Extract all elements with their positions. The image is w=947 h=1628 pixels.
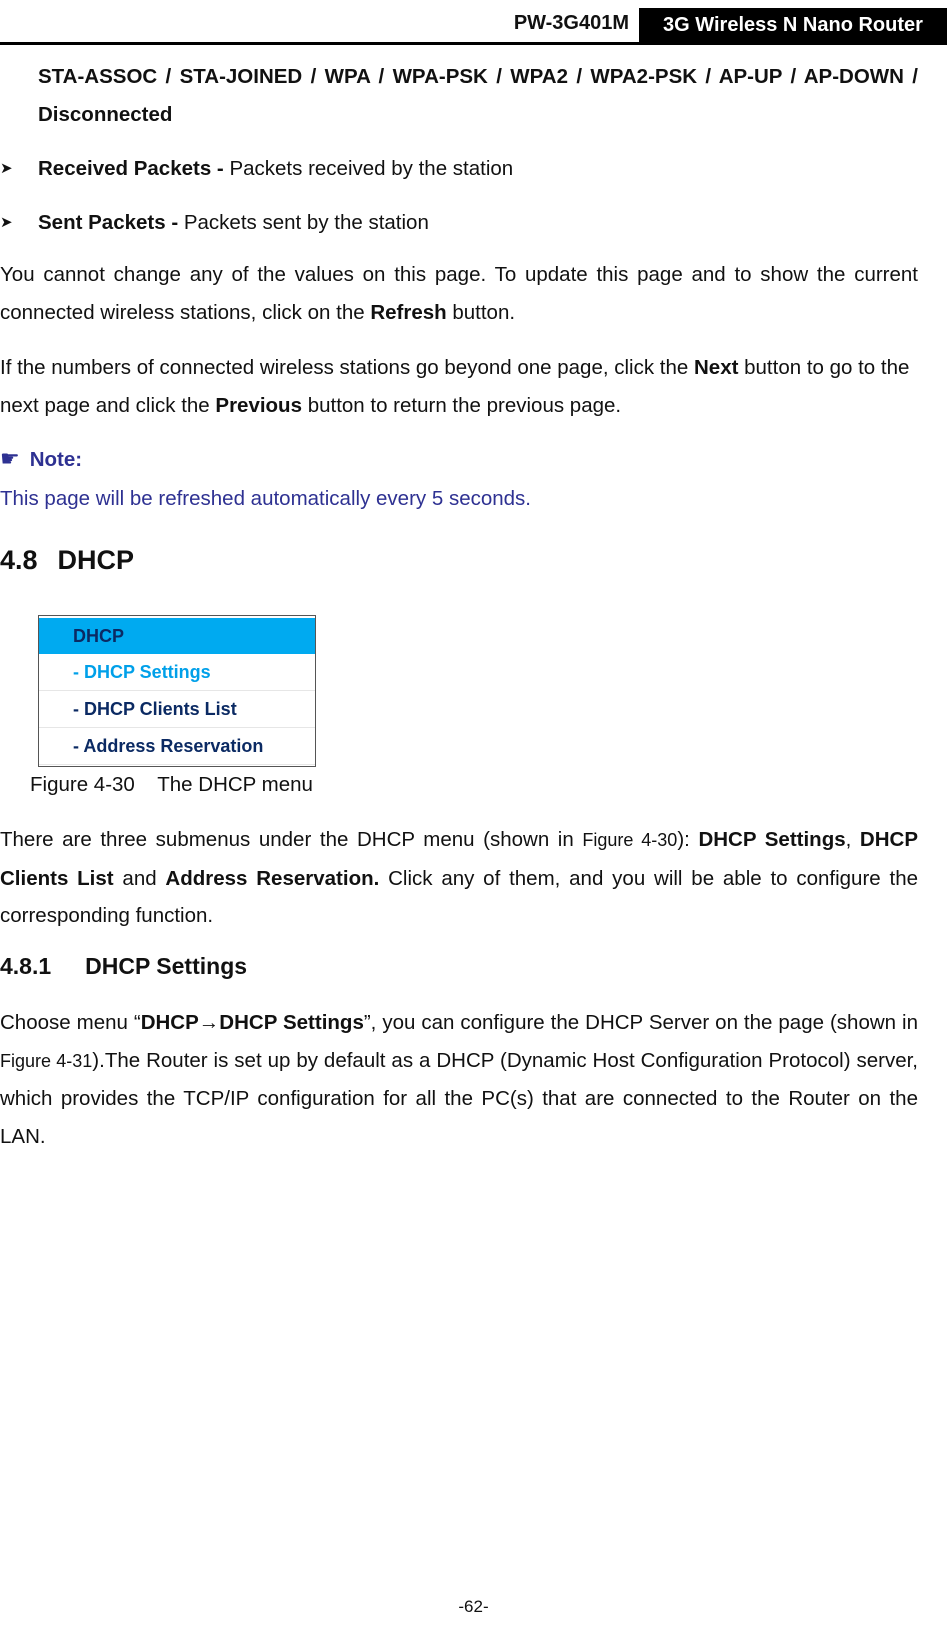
product-name: 3G Wireless N Nano Router [639, 8, 947, 42]
arrow-bullet-icon: ➤ [0, 214, 13, 231]
subsection-heading [0, 953, 247, 980]
refresh-term: Refresh [370, 300, 447, 324]
paragraph-next: If the numbers of connected wireless stations go beyond one page, click the Next button to go to the next page and click the Previous button to return the previous page. [0, 356, 910, 417]
page-header [0, 8, 947, 45]
page-number: -62- [458, 1597, 489, 1616]
subsection-number: 4.8.1 [0, 953, 52, 979]
arrow-bullet-icon: ➤ [0, 160, 13, 177]
note-label: Note: [29, 448, 83, 471]
figure-caption: Figure 4-30 The DHCP menu [30, 773, 313, 796]
status-values: STA-ASSOC / STA-JOINED / WPA / WPA-PSK / WPA2 / WPA2-PSK / AP-UP / AP-DOWN / Disconnected [38, 65, 918, 126]
note-heading [0, 446, 82, 472]
paragraph-settings: Choose menu “DHCP→DHCP Settings”, you can configure the DHCP Server on the page (shown in Figure 4-31).The Router is set up by default as a DHCP (Dynamic Host Configuration Protocol) server, which provides the TCP/IP configuration for all the PC(s) that are connected to the Router on the LAN. [0, 1011, 918, 1148]
previous-term: Previous [215, 393, 302, 417]
menu-item-address-reservation[interactable]: - Address Reservation [39, 728, 315, 765]
section-title: DHCP [57, 545, 135, 575]
figure-ref: Figure 4-30 [582, 830, 678, 850]
paragraph-submenus: There are three submenus under the DHCP menu (shown in Figure 4-30): DHCP Settings, DHCP Clients List and Address Reservation. Click any of them, and you will be able to configure the corresponding function. [0, 828, 919, 927]
section-number: 4.8 [0, 545, 38, 575]
next-term: Next [694, 356, 739, 379]
figure-ref: Figure 4-31 [0, 1050, 93, 1071]
menu-item-dhcp-settings[interactable]: - DHCP Settings [39, 654, 315, 691]
note-text: This page will be refreshed automatically every 5 seconds. [0, 487, 531, 510]
section-heading [0, 545, 134, 576]
bullet-term: Sent Packets - [38, 211, 179, 234]
dhcp-menu-figure [38, 615, 316, 767]
menu-item-dhcp-clients-list[interactable]: - DHCP Clients List [39, 691, 315, 728]
paragraph-refresh: You cannot change any of the values on this page. To update this page and to show the current connected wireless stations, click on the Refresh button. [0, 263, 918, 324]
pointing-hand-icon: ☛ [0, 446, 20, 471]
bullet-desc: Packets sent by the station [178, 211, 429, 234]
bullet-desc: Packets received by the station [223, 157, 514, 180]
subsection-title: DHCP Settings [85, 953, 248, 979]
model-name: PW-3G401M [513, 12, 629, 34]
menu-path: DHCP→DHCP Settings [140, 1011, 364, 1034]
menu-head-dhcp[interactable]: DHCP [39, 618, 315, 654]
bullet-term: Received Packets - [38, 157, 224, 180]
